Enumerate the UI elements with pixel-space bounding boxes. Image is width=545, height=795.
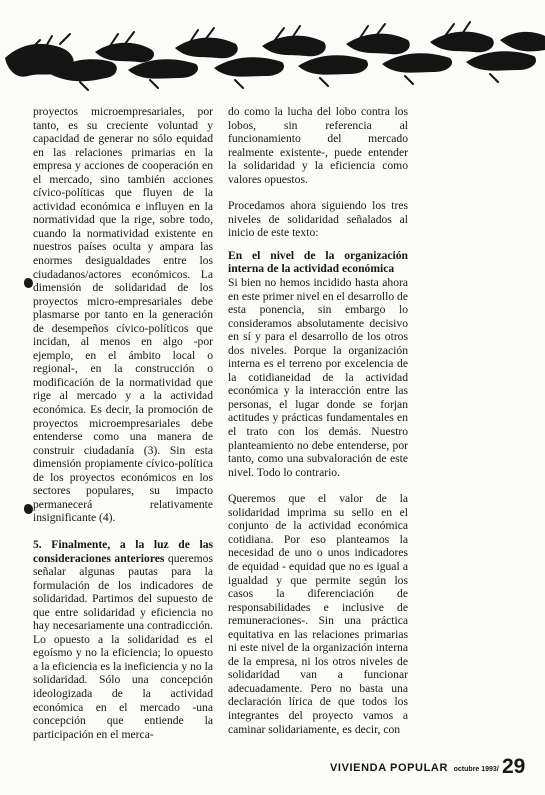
decorative-brush-banner <box>0 0 545 95</box>
issue-date: octubre 1993/ <box>453 766 499 773</box>
ink-blot-mark <box>24 504 33 514</box>
ink-blot-mark <box>24 278 33 288</box>
section-lead: 5. Finalmente, a la luz de las consideraciones anteriores <box>33 537 213 565</box>
body-paragraph: Queremos que el valor de la solidaridad imprima su sello en el conjunto de la actividad económica cotidiana. Por eso planteamos la necesidad de uno o unos indicadores de equidad - equidad que no es igual a igualdad y que permite según los casos la diferenciación de responsabilidades e inclusive de remuneraciones-. Sin una práctica equitativa en las relaciones primarias ni este nivel de la organización interna de la empresa, ni los otros niveles de solidaridad van a funcionar adecuadamente. Pero no basta una declaración lírica de que todos los integrantes del proyecto vamos a caminar solidariamente, es decir, con <box>228 492 408 736</box>
body-paragraph <box>33 538 213 741</box>
right-text-column <box>228 105 408 736</box>
body-paragraph: do como la lucha del lobo contra los lobos, sin referencia al funcionamiento del mercado realmente existente-, puede entender la solidaridad y la eficiencia como valores opuestos. <box>228 105 408 186</box>
body-paragraph: proyectos microempresariales, por tanto, es su creciente voluntad y capacidad de generar no sólo equidad en las relaciones primarias en la empresa y acciones de cooperación en el mercado, sino también acciones cívico-políticas que fluyen de la actividad económica e influyen en la normatividad que la rige, sobre todo, cuando la normatividad existente en nuestros países oculta y ampara las enormes desigualdades entre los ciudadanos/actores económicos. La dimensión de solidaridad de los proyectos micro-empresariales debe plasmarse por tanto en la generación de desempeños cívico-políticos que incidan, al menos en algo -por ejemplo, en el ámbito local o regional-, en la construcción o modificación de la normatividad que rige al mercado y a la actividad económica. Es decir, la promoción de proyectos microempresariales debe entenderse como una manera de construir ciudadanía (3). Sin esta dimensión propiamente cívico-política de los proyectos económicos en los sectores populares, su impacto permanecerá relativamente insignificante (4). <box>33 105 213 525</box>
left-text-column <box>33 105 213 741</box>
magazine-name: VIVIENDA POPULAR octubre 1993/ <box>330 762 499 774</box>
body-paragraph: Si bien no hemos incidido hasta ahora en este primer nivel en el desarrollo de esta ponencia, sin embargo lo consideramos absolutamente decisivo en sí y para el desarrollo de los otros dos niveles. Porque la organización interna es el terreno por excelencia de la cotidianeidad de la actividad económica y la interacción entre las personas, el lugar donde se forjan actitudes y prácticas fundamentales en el trato con los demás. Nuestro planteamiento no debe entenderse, por tanto, como una subvaloración de este nivel. Todo lo contrario. <box>228 276 408 479</box>
body-paragraph: Procedamos ahora siguiendo los tres niveles de solidaridad señalados al inicio de este texto: <box>228 199 408 240</box>
paragraph-text: queremos señalar algunas pautas para la formulación de los indicadores de solidaridad. Partimos del supuesto de que entre solidaridad y eficiencia no hay necesariamente una contradicción. Lo opuesto a la solidaridad es el egoísmo y no la eficiencia; lo opuesto a la eficiencia es la ineficiencia y no la solidaridad. Sólo una concepción ideologizada de la actividad económica en el mercado -una concepción que entiende la participación en el merca- <box>33 551 213 741</box>
section-heading: En el nivel de la organización interna de la actividad económica <box>228 248 408 276</box>
page-number: 29 <box>502 755 526 778</box>
page-footer <box>330 756 530 780</box>
